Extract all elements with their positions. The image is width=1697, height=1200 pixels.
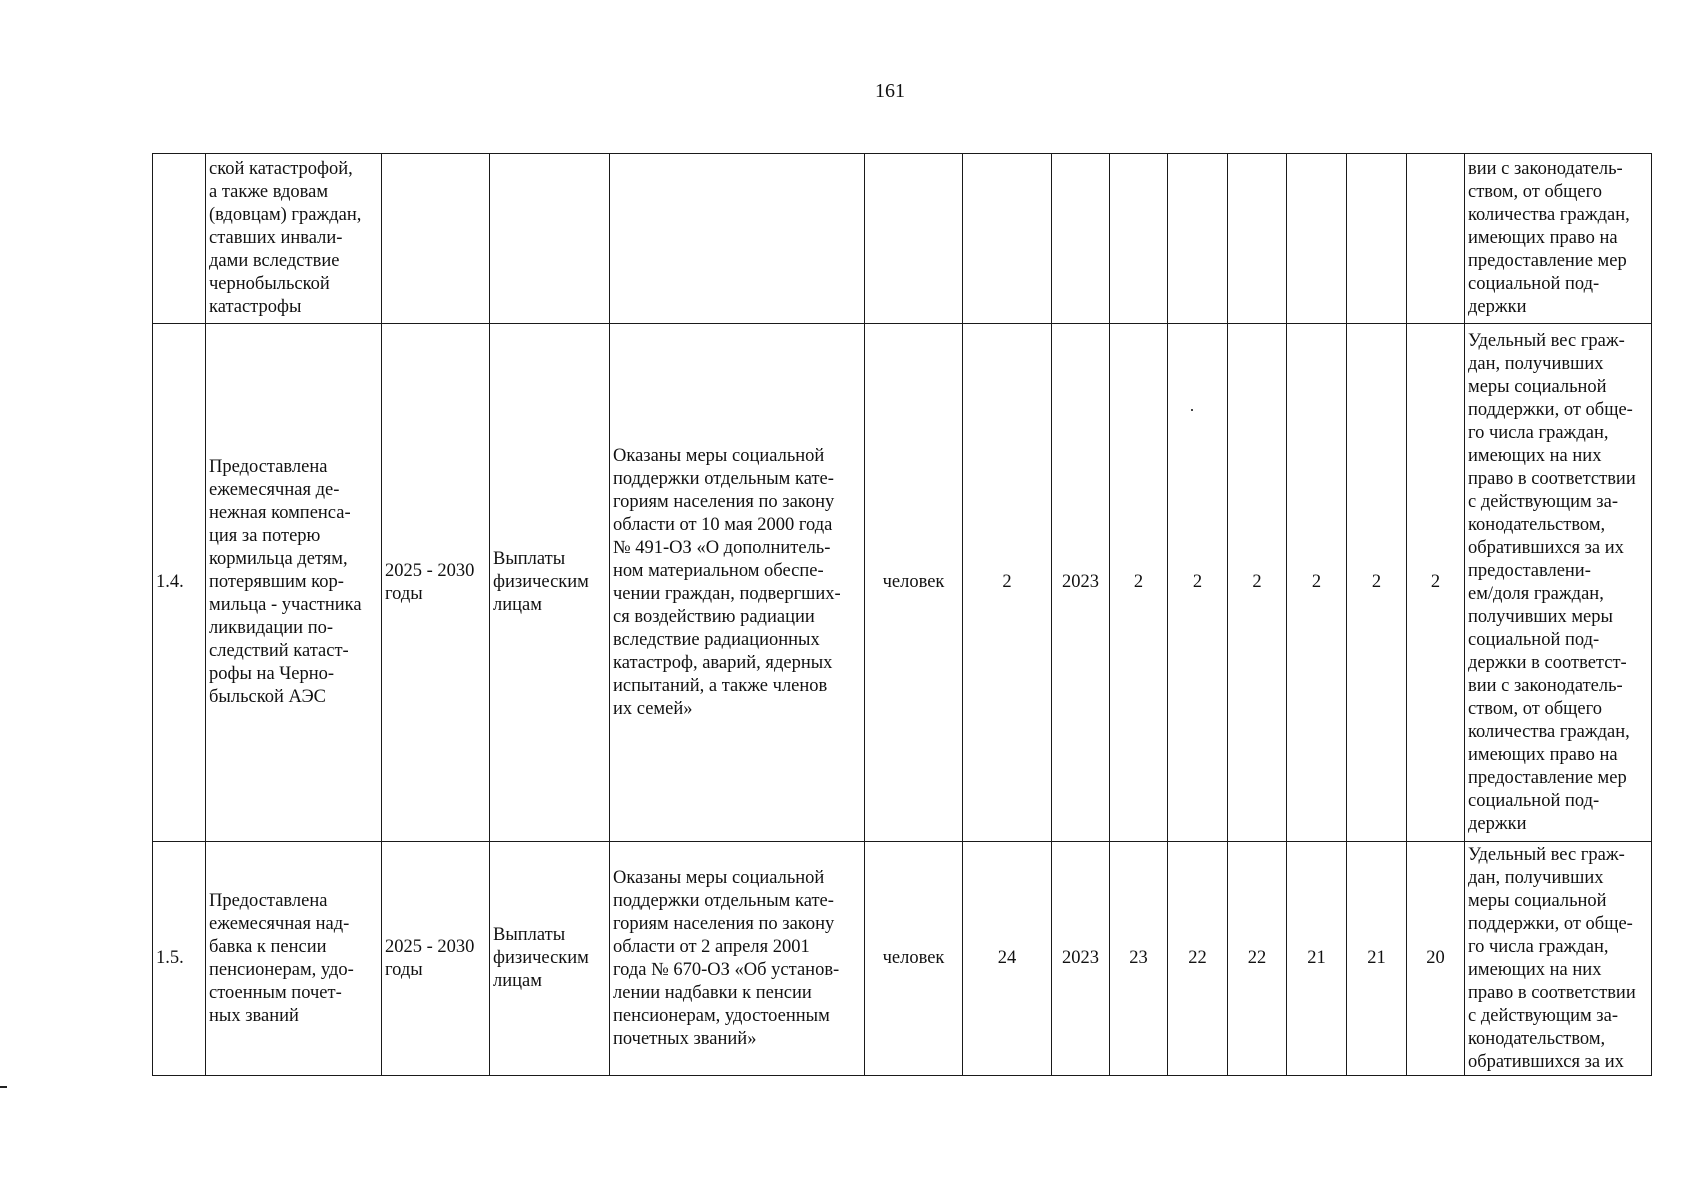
- table-row: [153, 154, 1652, 324]
- cell-type: Выплаты физическим лицам: [490, 324, 610, 842]
- cell-indicator: Удельный вес граж- дан, получивших меры социальной поддержки, от обще- го числа граждан, имеющих на них право в соответствии с действующим за- конодательством, обратившихся за их предоставлени- ем/доля граждан, получивших меры социальной под- держки в соответст- вии с законодатель- ством, от общего количества граждан, имеющих право на предоставление мер социальной под- держки: [1465, 324, 1652, 842]
- cell-no: 1.5.: [153, 842, 206, 1076]
- cell-period: 2025 - 2030 годы: [382, 324, 490, 842]
- cell-year-value: 21: [1287, 842, 1347, 1076]
- cell-year-value: 20: [1407, 842, 1465, 1076]
- cell-year-value: [1168, 154, 1228, 324]
- cell-year-value: 21: [1347, 842, 1407, 1076]
- cell-measure: Предоставлена ежемесячная над- бавка к пенсии пенсионерам, удо- стоенным почет- ных званий: [206, 842, 382, 1076]
- cell-year-value: [1110, 154, 1168, 324]
- cell-base-year: 2023: [1052, 324, 1110, 842]
- cell-year-value: [1228, 154, 1287, 324]
- cell-year-value: [1407, 154, 1465, 324]
- cell-year-value: 22: [1168, 842, 1228, 1076]
- cell-year-value: 2: [1407, 324, 1465, 842]
- cell-measure: ской катастрофой, а также вдовам (вдовцам) граждан, ставших инвали- дами вследствие чернобыльской катастрофы: [206, 154, 382, 324]
- cell-result: [610, 154, 865, 324]
- cell-base-year: 2023: [1052, 842, 1110, 1076]
- table-row: [153, 842, 1652, 1076]
- cell-no: 1.4.: [153, 324, 206, 842]
- cell-type: Выплаты физическим лицам: [490, 842, 610, 1076]
- cell-unit: [865, 154, 963, 324]
- cell-year-value: 2: [1110, 324, 1168, 842]
- cell-base-value: [963, 154, 1052, 324]
- cell-result: Оказаны меры социальной поддержки отдельным кате- гориям населения по закону области от 10 мая 2000 года № 491-ОЗ «О дополнитель- ном материальном обеспе- чении граждан, подвергших- ся воздействию радиации вследствие радиационных катастроф, аварий, ядерных испытаний, а также членов их семей»: [610, 324, 865, 842]
- page-number: 161: [875, 80, 905, 102]
- cell-indicator: Удельный вес граж- дан, получивших меры социальной поддержки, от обще- го числа граждан, имеющих на них право в соответствии с действующим за- конодательством, обратившихся за их: [1465, 842, 1652, 1076]
- cell-period: [382, 154, 490, 324]
- cell-year-value: 2: [1228, 324, 1287, 842]
- cell-year-value: 2: [1347, 324, 1407, 842]
- cell-indicator: вии с законодатель- ством, от общего количества граждан, имеющих право на предоставление мер социальной под- держки: [1465, 154, 1652, 324]
- cell-unit: человек: [865, 324, 963, 842]
- cell-year-value: 2: [1287, 324, 1347, 842]
- cell-base-year: [1052, 154, 1110, 324]
- cell-base-value: 2: [963, 324, 1052, 842]
- cell-year-value: 22: [1228, 842, 1287, 1076]
- cell-year-value: [1347, 154, 1407, 324]
- cell-no: [153, 154, 206, 324]
- table-row: [153, 324, 1652, 842]
- cell-type: [490, 154, 610, 324]
- cell-result: Оказаны меры социальной поддержки отдельным кате- гориям населения по закону области от 2 апреля 2001 года № 670-ОЗ «Об установ- лении надбавки к пенсии пенсионерам, удостоенным почетных званий»: [610, 842, 865, 1076]
- cell-measure: Предоставлена ежемесячная де- нежная компенса- ция за потерю кормильца детям, потерявшим кор- мильца - участника ликвидации по- следствий катаст- рофы на Черно- быльской АЭС: [206, 324, 382, 842]
- cell-unit: человек: [865, 842, 963, 1076]
- cell-year-value: 23: [1110, 842, 1168, 1076]
- cell-period: 2025 - 2030 годы: [382, 842, 490, 1076]
- scan-edge-mark: [0, 1086, 7, 1088]
- cell-year-value: [1287, 154, 1347, 324]
- program-measures-table: [152, 153, 1652, 1076]
- cell-year-value: 2: [1168, 324, 1228, 842]
- cell-base-value: 24: [963, 842, 1052, 1076]
